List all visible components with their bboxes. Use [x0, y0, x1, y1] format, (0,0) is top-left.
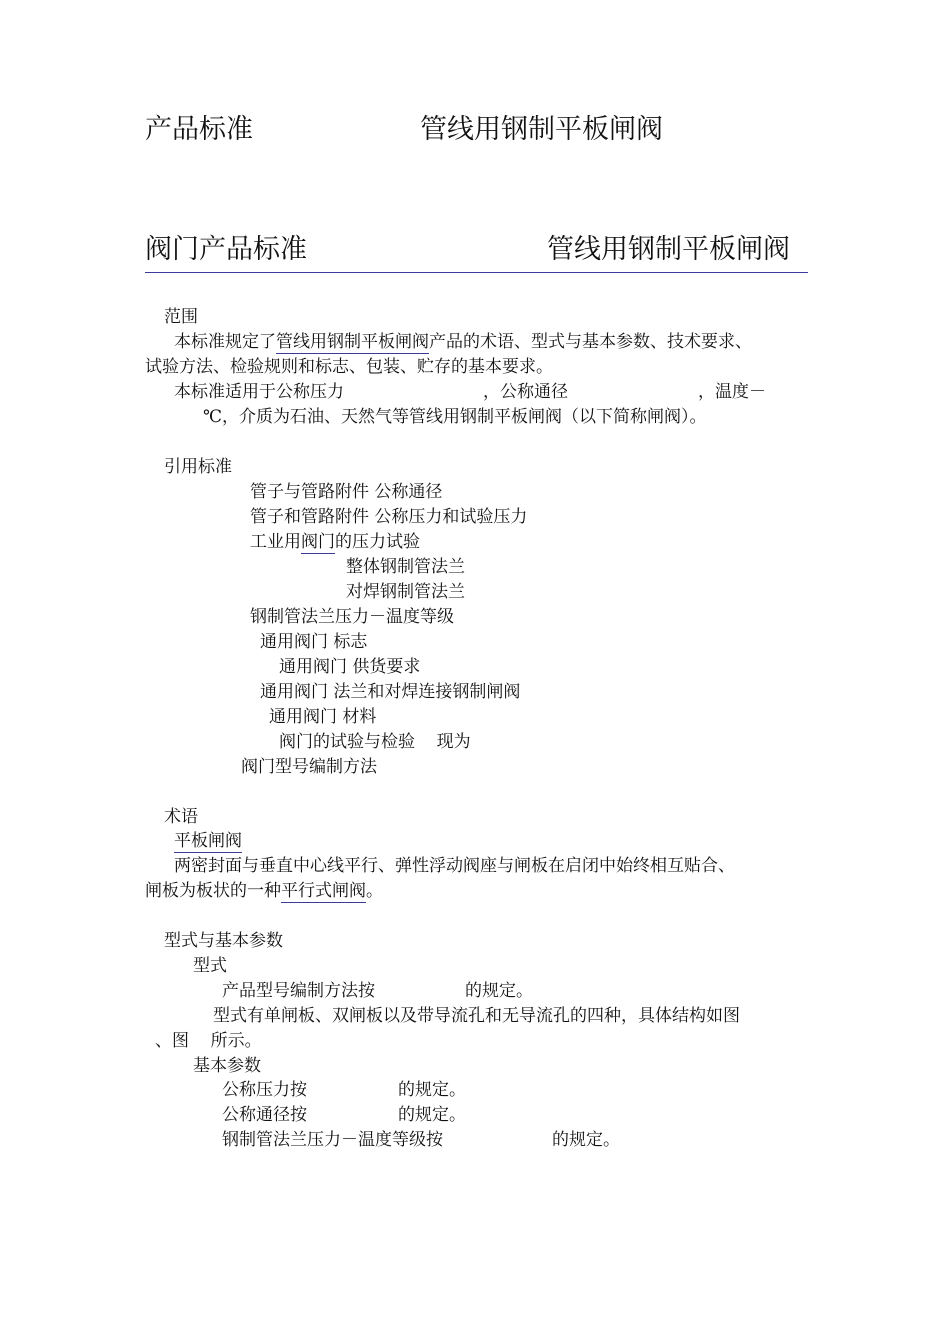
scope-p2-line2: ℃，介质为石油、天然气等管线用钢制平板闸阀（以下简称闸阀）。: [203, 407, 707, 427]
term-link[interactable]: 平板闸阀: [174, 831, 242, 851]
reference-item: 通用阀门 标志: [260, 632, 368, 652]
reference-item: 管子和管路附件 公称压力和试验压力: [250, 507, 528, 527]
header-divider: [145, 272, 808, 273]
types-t2-line1: 型式有单闸板、双闸板以及带导流孔和无导流孔的四种，具体结构如图: [213, 1006, 740, 1026]
reference-item: 通用阀门 材料: [269, 707, 377, 727]
basic-params-heading: 基本参数: [193, 1056, 261, 1076]
types-t2-line2: 、图 所示。: [155, 1031, 262, 1051]
basic-param-b2-a: 公称通径按: [222, 1105, 307, 1125]
types-t1-a: 产品型号编制方法按: [222, 981, 375, 1001]
term-def-a: 闸板为板状的一种: [145, 881, 281, 901]
reference-item: 阀门型号编制方法: [241, 757, 377, 777]
types-heading: 型式与基本参数: [164, 931, 283, 951]
header1-right: 管线用钢制平板闸阀: [420, 114, 663, 145]
reference-item: 通用阀门 法兰和对焊连接钢制闸阀: [260, 682, 521, 702]
reference-r3-link[interactable]: 阀门: [301, 532, 335, 552]
scope-p1-line1: [174, 330, 752, 354]
types-sub-heading: 型式: [193, 956, 227, 976]
basic-param-b2-b: 的规定。: [398, 1105, 466, 1125]
reference-item: 整体钢制管法兰: [346, 557, 465, 577]
reference-item: [250, 530, 420, 554]
reference-item: 钢制管法兰压力－温度等级: [250, 607, 454, 627]
scope-p1-text-b: 产品的术语、型式与基本参数、技术要求、: [429, 332, 752, 352]
basic-param-b1-a: 公称压力按: [222, 1080, 307, 1100]
basic-param-b3-b: 的规定。: [552, 1130, 620, 1150]
reference-item: 对焊钢制管法兰: [346, 582, 465, 602]
header1-left: 产品标准: [145, 114, 253, 145]
scope-p2-c: ，温度－: [698, 382, 766, 402]
term-def-b: 。: [366, 881, 383, 901]
scope-p1-link[interactable]: 管线用钢制平板闸阀: [276, 332, 429, 352]
basic-param-b1-b: 的规定。: [398, 1080, 466, 1100]
scope-p2-b: ，公称通径: [483, 382, 568, 402]
terms-heading: 术语: [164, 807, 198, 827]
scope-p2-a: 本标准适用于公称压力: [174, 382, 344, 402]
scope-p1-line2: 试验方法、检验规则和标志、包装、贮存的基本要求。: [145, 357, 553, 377]
scope-p1-text-a: 本标准规定了: [174, 332, 276, 352]
scope-heading: 范围: [164, 307, 198, 327]
header2-right: 管线用钢制平板闸阀: [547, 234, 790, 265]
term-flat-gate-valve: [174, 829, 242, 853]
reference-item: 管子与管路附件 公称通径: [250, 482, 443, 502]
term-def-link[interactable]: 平行式闸阀: [281, 881, 366, 901]
basic-param-b3-a: 钢制管法兰压力－温度等级按: [222, 1130, 443, 1150]
header2-left: 阀门产品标准: [145, 234, 307, 265]
reference-r3-a: 工业用: [250, 532, 301, 552]
reference-item: 阀门的试验与检验 现为: [279, 732, 471, 752]
reference-item: 通用阀门 供货要求: [279, 657, 421, 677]
reference-r3-b: 的压力试验: [335, 532, 420, 552]
term-definition-line1: 两密封面与垂直中心线平行、弹性浮动阀座与闸板在启闭中始终相互贴合、: [174, 856, 735, 876]
term-definition-line2: [145, 879, 383, 903]
references-heading: 引用标准: [164, 457, 232, 477]
types-t1-b: 的规定。: [465, 981, 533, 1001]
